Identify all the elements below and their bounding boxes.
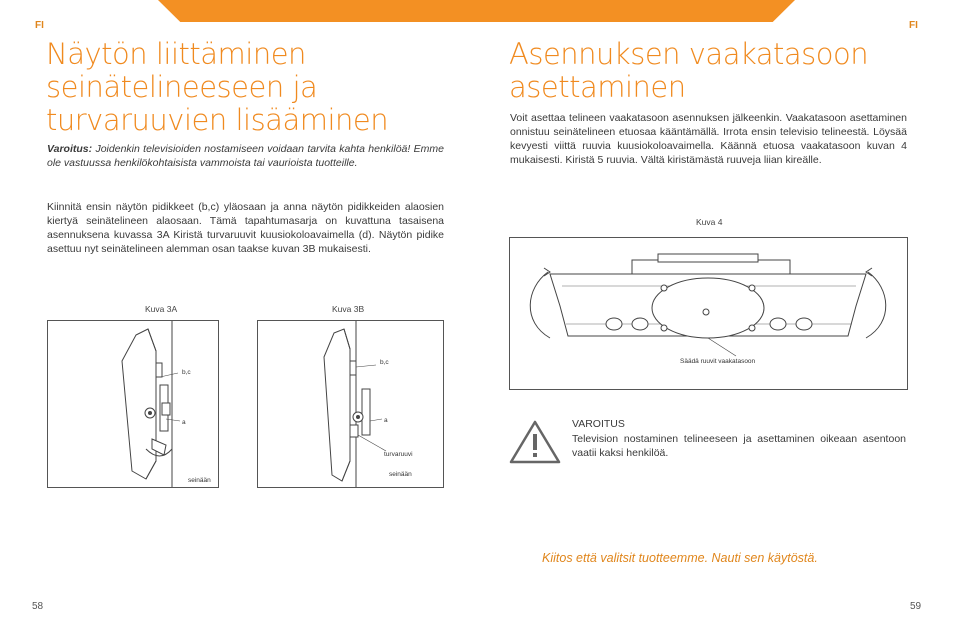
figure-3b-caption: Kuva 3B [332,304,365,314]
label-safety-screw: turvaruuvi [384,451,413,458]
title-line: Asennuksen vaakatasoon [509,37,869,71]
figure-3b [257,320,444,488]
label-wall: seinään [389,471,412,478]
title-line: asettaminen [509,70,686,104]
figure-3a-caption: Kuva 3A [145,304,178,314]
label-bc: b,c [182,369,191,376]
warning-triangle-icon [508,419,562,465]
label-bc: b,c [380,359,389,366]
figure-3a [47,320,219,488]
left-warning-paragraph [47,142,444,170]
label-a: a [182,419,186,426]
label-wall: seinään [188,477,211,484]
title-line: seinätelineeseen ja [46,70,318,104]
figure-4 [509,237,908,390]
language-label-left: FI [35,20,44,31]
page-number-right: 59 [910,601,922,612]
page-number-left: 58 [32,601,44,612]
figure-4-drawing [510,238,907,389]
figure-3a-drawing [48,321,218,487]
right-body-paragraph: Voit asettaa telineen vaakatasoon asennuksen jälkeenkin. Vaakatasoon asettaminen onnistuu seinätelineen etuosaa kääntämällä. Irrota ensin televisio telineestä. Löysää kevyesti viittä ruuvia kuusiokoloavaimella. Käännä etuosa vaakatasoon kuvan 4 mukaisesti. Kiristä 5 ruuvia. Vältä kiristämästä ruuveja liian kireälle. [510,112,907,166]
figure-3b-drawing [258,321,443,487]
figure-4-label: Säädä ruuvit vaakatasoon [680,358,756,365]
warning-text: Television nostaminen telineeseen ja asettaminen oikeaan asentoon vaatii kaksi henkilöä. [572,433,906,459]
warning-label: Varoitus: [47,143,93,155]
right-page-title [509,38,909,104]
label-a: a [384,417,388,424]
header-tab [158,0,795,22]
left-body-paragraph: Kiinnitä ensin näytön pidikkeet (b,c) yläosaan ja anna näytön pidikkeiden alaosien kiertyä seinätelineen alaosaan. Tämä tapahtumasarja on kuvattuna tasaisena asennuksena kuvassa 3A Kiristä turvaruuvit kuusiokoloavaimella (d). Näytön pidike asettuu nyt seinätelineen alemman osan taakse kuvan 3B mukaisesti. [47,201,444,255]
thank-you-text: Kiitos että valitsit tuotteemme. Nauti sen käytöstä. [542,551,818,565]
language-label-right: FI [909,20,918,31]
warning-text: Joidenkin televisioiden nostamiseen voidaan tarvita kahta henkilöä! Emme ole vastuussa henkilökohtaisista vammoista tai vaurioista tuotteille. [47,143,444,169]
warning-title: VAROITUS [572,418,625,430]
left-page-title [46,38,466,137]
title-line: Näytön liittäminen [46,37,306,71]
figure-4-caption: Kuva 4 [696,217,723,227]
title-line: turvaruuvien lisääminen [46,103,389,137]
